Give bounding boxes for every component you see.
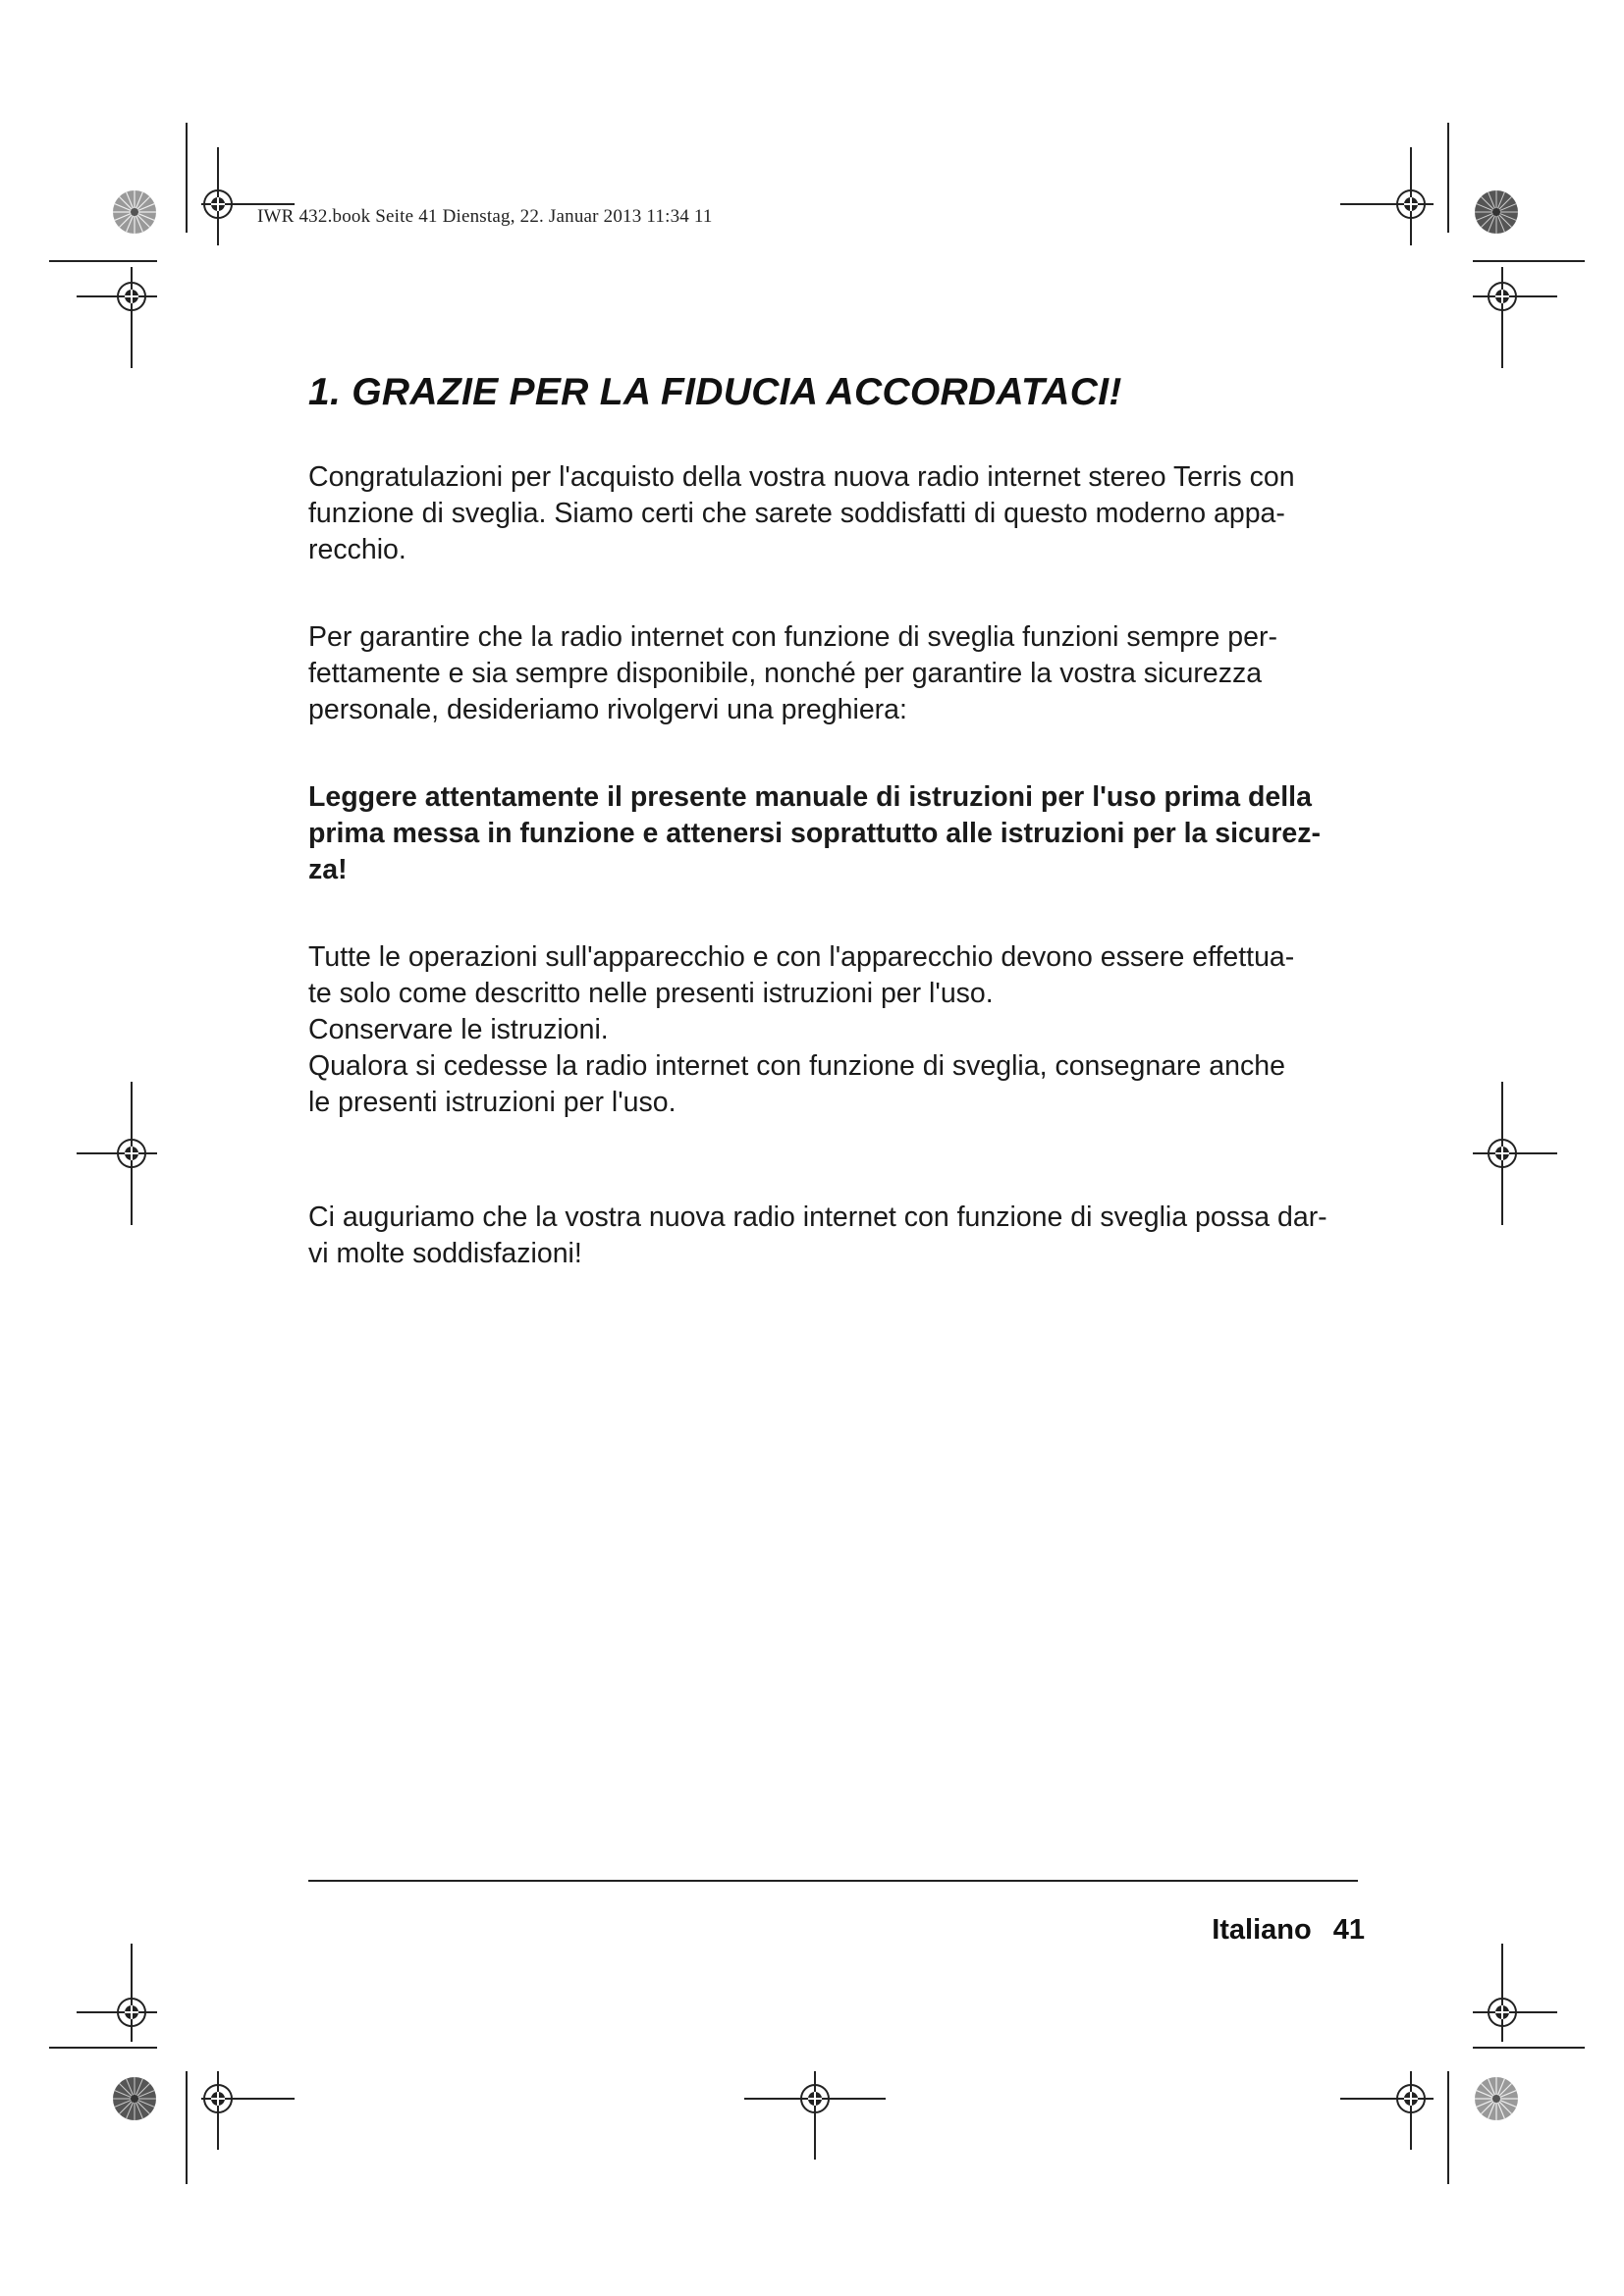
text-line: recchio.: [308, 534, 406, 565]
section-heading: 1. GRAZIE PER LA FIDUCIA ACCORDATACI!: [308, 371, 1122, 413]
paragraph-congratulations: [308, 459, 1369, 568]
text-line: Leggere attentamente il presente manuale di istruzioni per l'uso prima della: [308, 781, 1312, 813]
text-line: funzione di sveglia. Siamo certi che sarete soddisfatti di questo moderno appa-: [308, 498, 1285, 529]
paragraph-closing: [308, 1200, 1369, 1272]
print-slug-line: IWR 432.book Seite 41 Dienstag, 22. Januar 2013 11:34 11: [257, 206, 713, 227]
paragraph-instructions: [308, 939, 1369, 1121]
page-footer: [1212, 1914, 1365, 1947]
paragraph-request: [308, 619, 1369, 728]
text-line: Qualora si cedesse la radio internet con funzione di sveglia, consegnare anche: [308, 1050, 1285, 1082]
footer-language: Italiano: [1212, 1914, 1312, 1946]
text-line: za!: [308, 854, 348, 885]
text-line: personale, desideriamo rivolgervi una preghiera:: [308, 694, 907, 725]
paragraph-safety-notice: [308, 779, 1369, 888]
footer-divider: [308, 1880, 1358, 1882]
body-text: [308, 459, 1369, 1272]
text-line: Congratulazioni per l'acquisto della vostra nuova radio internet stereo Terris con: [308, 461, 1295, 493]
text-line: Tutte le operazioni sull'apparecchio e con l'apparecchio devono essere effettua-: [308, 941, 1295, 973]
text-line: le presenti istruzioni per l'uso.: [308, 1087, 677, 1118]
text-line: prima messa in funzione e attenersi soprattutto alle istruzioni per la sicurez-: [308, 818, 1321, 849]
text-line: te solo come descritto nelle presenti istruzioni per l'uso.: [308, 978, 994, 1009]
text-line: fettamente e sia sempre disponibile, nonché per garantire la vostra sicurezza: [308, 658, 1263, 689]
text-line: Conservare le istruzioni.: [308, 1014, 609, 1045]
text-line: Per garantire che la radio internet con funzione di sveglia funzioni sempre per-: [308, 621, 1277, 653]
text-line: vi molte soddisfazioni!: [308, 1238, 582, 1269]
text-line: Ci auguriamo che la vostra nuova radio internet con funzione di sveglia possa dar-: [308, 1201, 1327, 1233]
page-number: 41: [1332, 1914, 1365, 1946]
